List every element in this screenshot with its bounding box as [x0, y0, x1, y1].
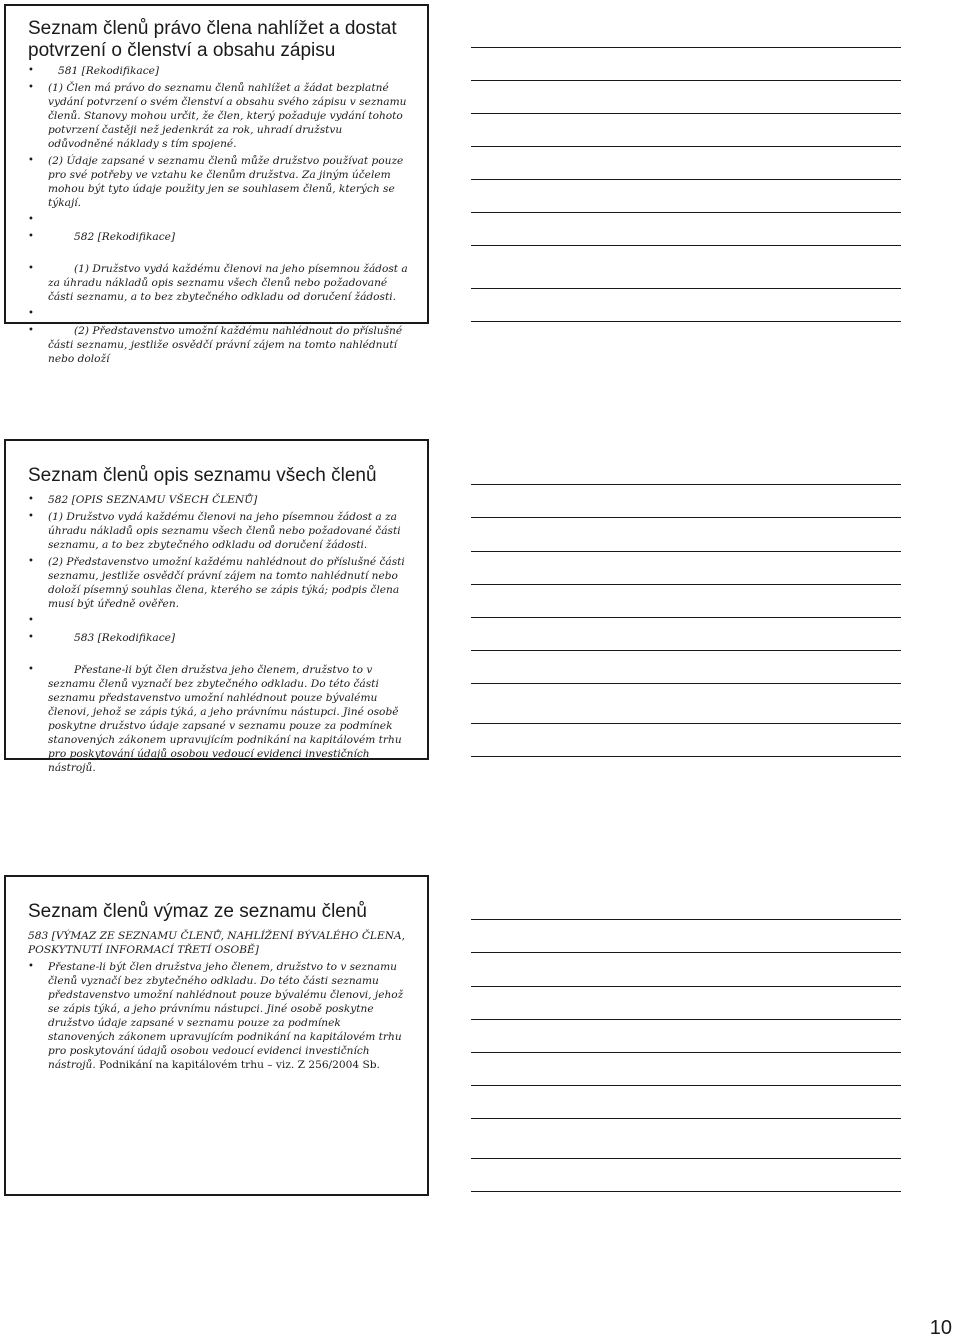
note-line	[471, 321, 901, 322]
note-line	[471, 723, 901, 724]
slide-3	[4, 875, 429, 1196]
bullet-list	[28, 493, 409, 775]
bullet-icon: •	[28, 961, 34, 972]
note-line	[471, 986, 901, 987]
bullet-icon: •	[28, 615, 34, 626]
list-item: • Přestane-li být člen družstva jeho členem, družstvo to v seznamu členů vyznačí bez zbytečného odkladu. Do této části seznamu představenstvo umožní nahlédnout pouze bývalému členovi, jehož se zápis týká, a jeho právnímu nástupci. Jiné osobě poskytne družstvo údaje zapsané v seznamu pouze za podmínek stanovených zákonem upravujícím podnikání na kapitálovém trhu pro poskytování údajů osobou vedoucí evidenci investičních nástrojů.	[28, 664, 402, 774]
bullet-icon: •	[28, 308, 34, 319]
bullet-icon: •	[28, 65, 34, 76]
note-line	[471, 952, 901, 953]
note-line	[471, 179, 901, 180]
list-item: • 582 [Rekodifikace]	[28, 231, 176, 243]
note-line	[471, 683, 901, 684]
list-item: • (2) Představenstvo umožní každému nahlédnout do příslušné části seznamu, jestliže osvědčí právní zájem na tomto nahlédnutí nebo doloží	[28, 325, 403, 365]
list-item: • 582 [OPIS SEZNAMU VŠECH ČLENŮ]	[28, 494, 258, 506]
bullet-list	[28, 64, 409, 366]
note-line	[471, 650, 901, 651]
section-heading: 583 [VÝMAZ ZE SEZNAMU ČLENŮ, NAHLÍŽENÍ BÝVALÉHO ČLENA, POSKYTNUTÍ INFORMACÍ TŘETÍ OSOBĚ]	[28, 930, 405, 956]
note-line	[471, 756, 901, 757]
note-line	[471, 551, 901, 552]
bullet-icon: •	[28, 494, 34, 505]
note-line	[471, 146, 901, 147]
note-line	[471, 80, 901, 81]
list-item: • (1) Člen má právo do seznamu členů nahlížet a žádat bezplatné vydání potvrzení o svém členství a obsahu svého zápisu v seznamu členů. Stanovy mohou určit, že člen, který požaduje vydání tohoto potvrzení častěji než jedenkrát za rok, uhradí družstvu odůvodněné náklady s tím spojené.	[28, 82, 407, 150]
note-line	[471, 1191, 901, 1192]
bullet-icon: •	[28, 632, 34, 643]
page-number: 10	[929, 1317, 952, 1339]
note-line	[471, 1019, 901, 1020]
note-line	[471, 1158, 901, 1159]
note-line	[471, 1118, 901, 1119]
note-line	[471, 617, 901, 618]
slide-title: Seznam členů právo člena nahlížet a dostat potvrzení o členství a obsahu zápisu	[28, 18, 397, 61]
note-line	[471, 212, 901, 213]
slide-title: Seznam členů výmaz ze seznamu členů	[28, 901, 367, 922]
note-line	[471, 288, 901, 289]
list-item-empty	[28, 213, 409, 227]
bullet-icon: •	[28, 556, 34, 567]
slide-title: Seznam členů opis seznamu všech členů	[28, 465, 377, 486]
slide-2	[4, 439, 429, 774]
list-item-empty	[28, 614, 409, 628]
list-item: • (1) Družstvo vydá každému členovi na jeho písemnou žádost a za úhradu nákladů opis seznamu všech členů nebo požadované části seznamu, a to bez zbytečného odkladu od doručení žádosti.	[28, 511, 401, 551]
note-line	[471, 113, 901, 114]
note-line	[471, 1085, 901, 1086]
bullet-icon: •	[28, 231, 34, 242]
bullet-icon: •	[28, 82, 34, 93]
bullet-icon: •	[28, 664, 34, 675]
note-line	[471, 919, 901, 920]
bullet-icon: •	[28, 511, 34, 522]
list-item: • 583 [Rekodifikace]	[28, 632, 176, 644]
bullet-icon: •	[28, 263, 34, 274]
slide-1	[4, 4, 429, 365]
note-line	[471, 517, 901, 518]
note-line	[471, 245, 901, 246]
note-line	[471, 47, 901, 48]
note-line	[471, 584, 901, 585]
bullet-icon: •	[28, 214, 34, 225]
bullet-list	[28, 929, 409, 1072]
list-item-empty	[28, 307, 409, 321]
list-item: • (2) Představenstvo umožní každému nahlédnout do příslušné části seznamu, jestliže osvědčí právní zájem na tomto nahlédnutí nebo doloží písemný souhlas člena, kterého se zápis týká; podpis člena musí být úředně ověřen.	[28, 556, 405, 610]
bullet-icon: •	[28, 155, 34, 166]
note-line	[471, 1052, 901, 1053]
list-item: • (2) Údaje zapsané v seznamu členů může družstvo používat pouze pro své potřeby ve vztahu ke členům družstva. Za jiným účelem mohou být tyto údaje použity jen se souhlasem členů, kterých se týkají.	[28, 155, 404, 209]
note-line	[471, 484, 901, 485]
list-item: • Přestane-li být člen družstva jeho členem, družstvo to v seznamu členů vyznačí bez zbytečného odkladu. Do této části seznamu představenstvo umožní nahlédnout pouze bývalému členovi, jehož se zápis týká, a jeho právnímu nástupci. Jiné osobě poskytne družstvo údaje zapsané v seznamu pouze za podmínek stanovených zákonem upravujícím podnikání na kapitálovém trhu pro poskytování údajů osobou vedoucí evidenci investičních nástrojů. Podnikání na kapitálovém trhu – viz. Z 256/2004 Sb.	[28, 961, 404, 1071]
bullet-icon: •	[28, 325, 34, 336]
list-item: • 581 [Rekodifikace]	[28, 65, 160, 77]
list-item: • (1) Družstvo vydá každému členovi na jeho písemnou žádost a za úhradu nákladů opis seznamu všech členů nebo požadované části seznamu, a to bez zbytečného odkladu od doručení žádosti.	[28, 263, 408, 303]
